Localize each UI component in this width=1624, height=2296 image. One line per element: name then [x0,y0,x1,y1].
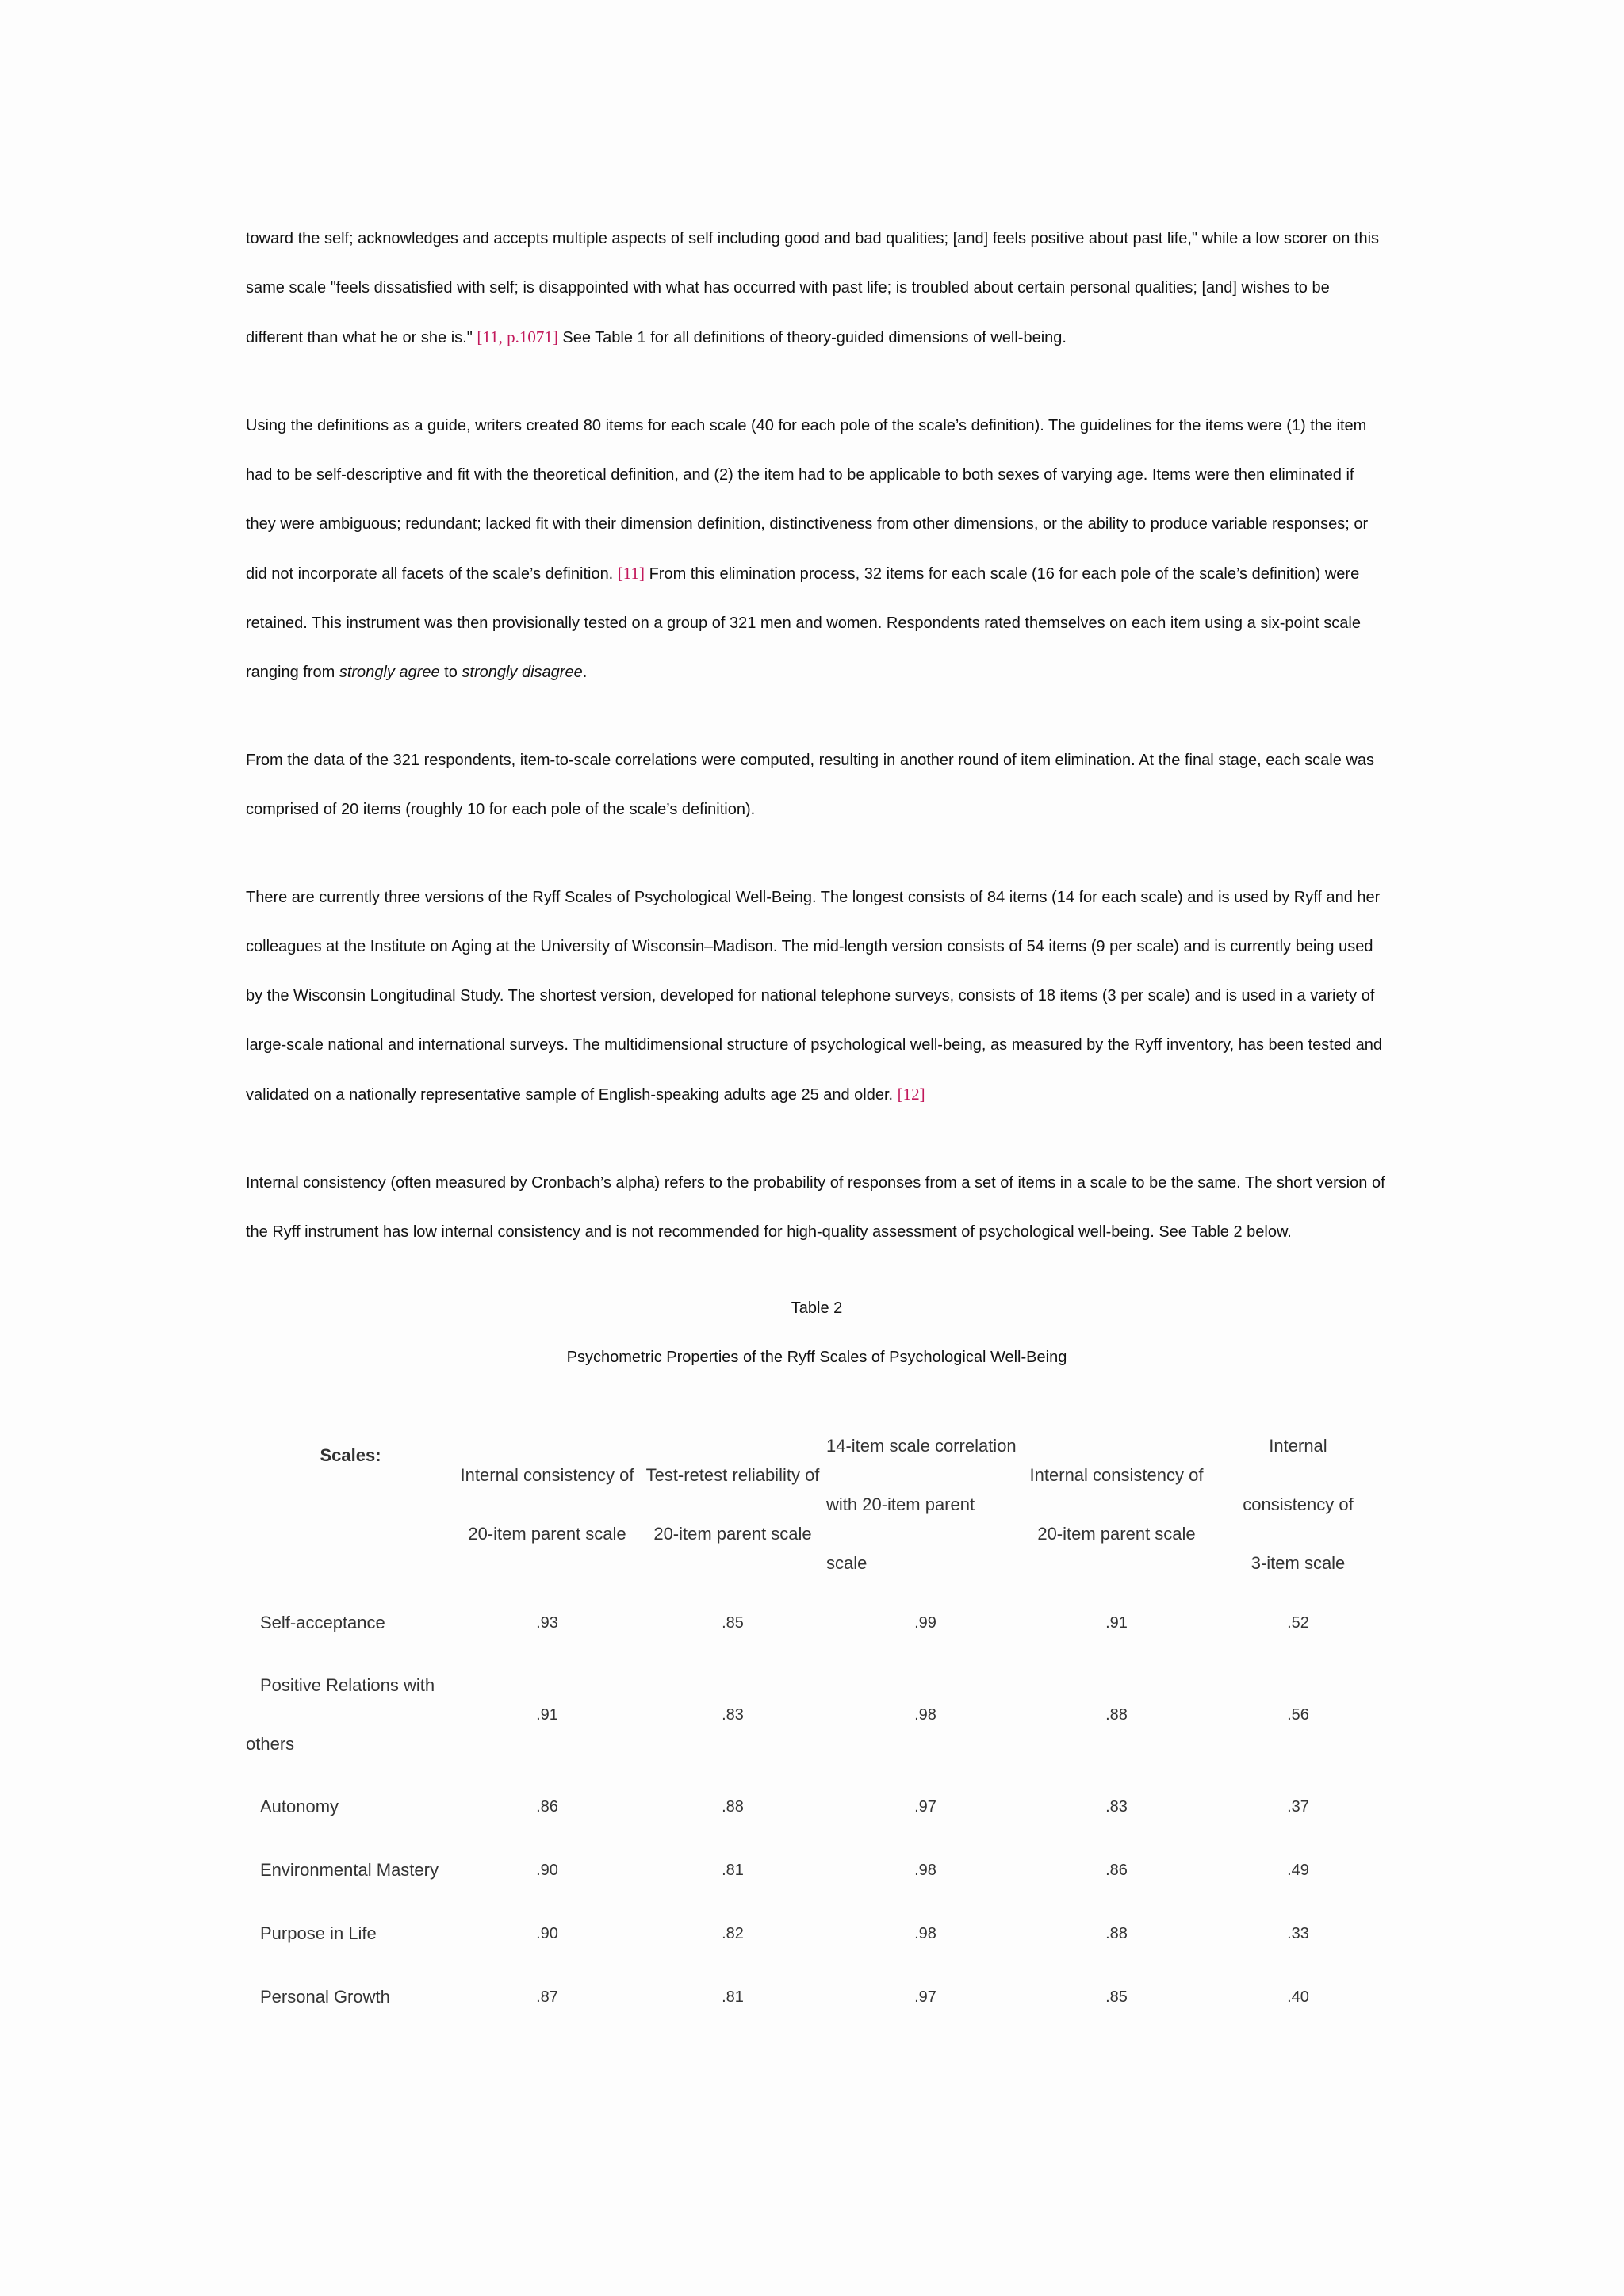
paragraph-self-acceptance-definition [246,214,1388,362]
value-cell: .90 [536,1924,558,1942]
header-line: Internal consistency of [1029,1464,1204,1485]
paragraph-text: From the data of the 321 respondents, item-to-scale correlations were computed, resulting in another round of item elimination. At the final stage, each scale was comprised of 20 items (roughly 10 for each pole of the scale’s definition). [246,752,1374,818]
header-internal-consistency-20-b [1025,1417,1208,1591]
emphasis-text: strongly disagree [462,664,583,681]
value-cell: .97 [914,1988,936,2006]
header-line: 20-item parent scale [653,1523,812,1544]
table-row [246,1965,1388,2029]
scale-name: Purpose in Life [260,1923,377,1943]
value-cell: .83 [722,1705,744,1724]
header-line: 20-item parent scale [468,1523,626,1544]
header-line: 14-item scale correlation [826,1435,1017,1456]
scale-name: Self-acceptance [260,1613,385,1632]
header-line: 20-item parent scale [1037,1523,1196,1544]
value-cell: .98 [914,1705,936,1724]
value-cell: .98 [914,1861,936,1879]
table-label: Table 2 [791,1299,843,1317]
psychometric-table [246,1417,1388,2029]
paragraph-versions [246,873,1388,1119]
value-cell: .97 [914,1797,936,1816]
citation-link[interactable]: [11, p.1071] [477,327,558,346]
value-cell: .85 [1105,1988,1128,2006]
paragraph-text: toward the self; acknowledges and accepts multiple aspects of self including good and bad qualities; [and] feels positive about past life," while a low scorer on this same scale "feels dissatisfied with self; is disappointed with what has occurred with past life; is troubled about certain personal qualities; [and] wishes to be different than what he or she is." [246,230,1380,346]
header-line: Test-retest reliability of [645,1464,820,1485]
scale-name [246,1655,455,1775]
value-cell: .40 [1287,1988,1309,2006]
table-header-row [246,1417,1388,1591]
value-cell: .82 [722,1924,744,1942]
table-row [246,1775,1388,1839]
paragraph-text: Internal consistency (often measured by Cronbach’s alpha) refers to the probability of responses from a set of items in a scale to be the same. The short version of the Ryff instrument has low internal consistency and is not recommended for high-quality assessment of psychological well-being. See Table 2 below. [246,1174,1385,1241]
header-line: 3-item scale [1251,1552,1346,1573]
value-cell: .52 [1287,1613,1309,1632]
scale-name-line: Positive Relations with [260,1675,435,1695]
header-line: consistency of [1243,1494,1354,1514]
value-cell: .86 [1105,1861,1128,1879]
value-cell: .88 [1105,1705,1128,1724]
header-internal-consistency-3 [1208,1417,1388,1591]
paragraph-text: See Table 1 for all definitions of theory-guided dimensions of well-being. [557,329,1067,346]
scale-name-line: others [246,1734,295,1754]
value-cell: .81 [722,1988,744,2006]
paragraph-text: to [439,664,462,681]
value-cell: .37 [1287,1797,1309,1816]
header-line: Internal consistency of [460,1464,634,1485]
scale-name-wrap [246,1656,455,1774]
value-cell: .93 [536,1613,558,1632]
header-line: scale [826,1552,868,1573]
table-row [246,1591,1388,1655]
scale-name: Personal Growth [260,1987,390,2007]
value-cell: .91 [1105,1613,1128,1632]
value-cell: .83 [1105,1797,1128,1816]
table-row [246,1902,1388,1965]
psychometric-table-wrapper [246,1417,1388,2029]
header-test-retest [639,1417,826,1591]
scale-name: Environmental Mastery [260,1860,439,1880]
scale-name: Autonomy [260,1797,339,1816]
paragraph-text: From this elimination process, 32 items for each scale (16 for each pole of the scale’s definition) were retained. This instrument was then provisionally tested on a group of 321 men and women. Respondents rated themselves on each item using a six-point scale ranging from [246,565,1361,681]
header-line: with 20-item parent [826,1494,975,1514]
value-cell: .88 [722,1797,744,1816]
value-cell: .56 [1287,1705,1309,1724]
table-title: Psychometric Properties of the Ryff Scales of Psychological Well-Being [566,1349,1067,1366]
paragraph-text: There are currently three versions of the Ryff Scales of Psychological Well-Being. The longest consists of 84 items (14 for each scale) and is used by Ryff and her colleagues at the Institute on Aging at the University of Wisconsin–Madison. The mid-length version consists of 54 items (9 per scale) and is currently being used by the Wisconsin Longitudinal Study. The shortest version, developed for national telephone surveys, consists of 18 items (3 per scale) and is used in a variety of large-scale national and international surveys. The multidimensional structure of psychological well-being, as measured by the Ryff inventory, has been tested and validated on a nationally representative sample of English-speaking adults age 25 and older. [246,889,1383,1104]
citation-link[interactable]: [11] [617,564,645,583]
value-cell: .99 [914,1613,936,1632]
paragraph-item-elimination [246,736,1388,834]
emphasis-text: strongly agree [339,664,440,681]
header-line: Internal [1269,1435,1327,1456]
value-cell: .85 [722,1613,744,1632]
value-cell: .49 [1287,1861,1309,1879]
value-cell: .81 [722,1861,744,1879]
header-internal-consistency-20 [455,1417,639,1591]
citation-link[interactable]: [12] [897,1085,925,1104]
paragraph-internal-consistency [246,1158,1388,1257]
document-page [246,214,1388,2029]
value-cell: .33 [1287,1924,1309,1942]
paragraph-text: . [582,664,588,681]
value-cell: .90 [536,1861,558,1879]
value-cell: .88 [1105,1924,1128,1942]
header-14-item-correlation [826,1417,1025,1591]
paragraph-text: Using the definitions as a guide, writers created 80 items for each scale (40 for each pole of the scale’s definition). The guidelines for the items were (1) the item had to be self-descriptive and fit with the theoretical definition, and (2) the item had to be applicable to both sexes of varying age. Items were then eliminated if they were ambiguous; redundant; lacked fit with their dimension definition, distinctiveness from other dimensions, or the ability to produce variable responses; or did not incorporate all facets of the scale’s definition. [246,417,1369,583]
value-cell: .91 [536,1705,558,1724]
paragraph-item-creation [246,401,1388,697]
value-cell: .98 [914,1924,936,1942]
header-scales: Scales: [320,1445,381,1465]
table-row [246,1839,1388,1902]
value-cell: .87 [536,1988,558,2006]
value-cell: .86 [536,1797,558,1816]
table-row [246,1655,1388,1775]
